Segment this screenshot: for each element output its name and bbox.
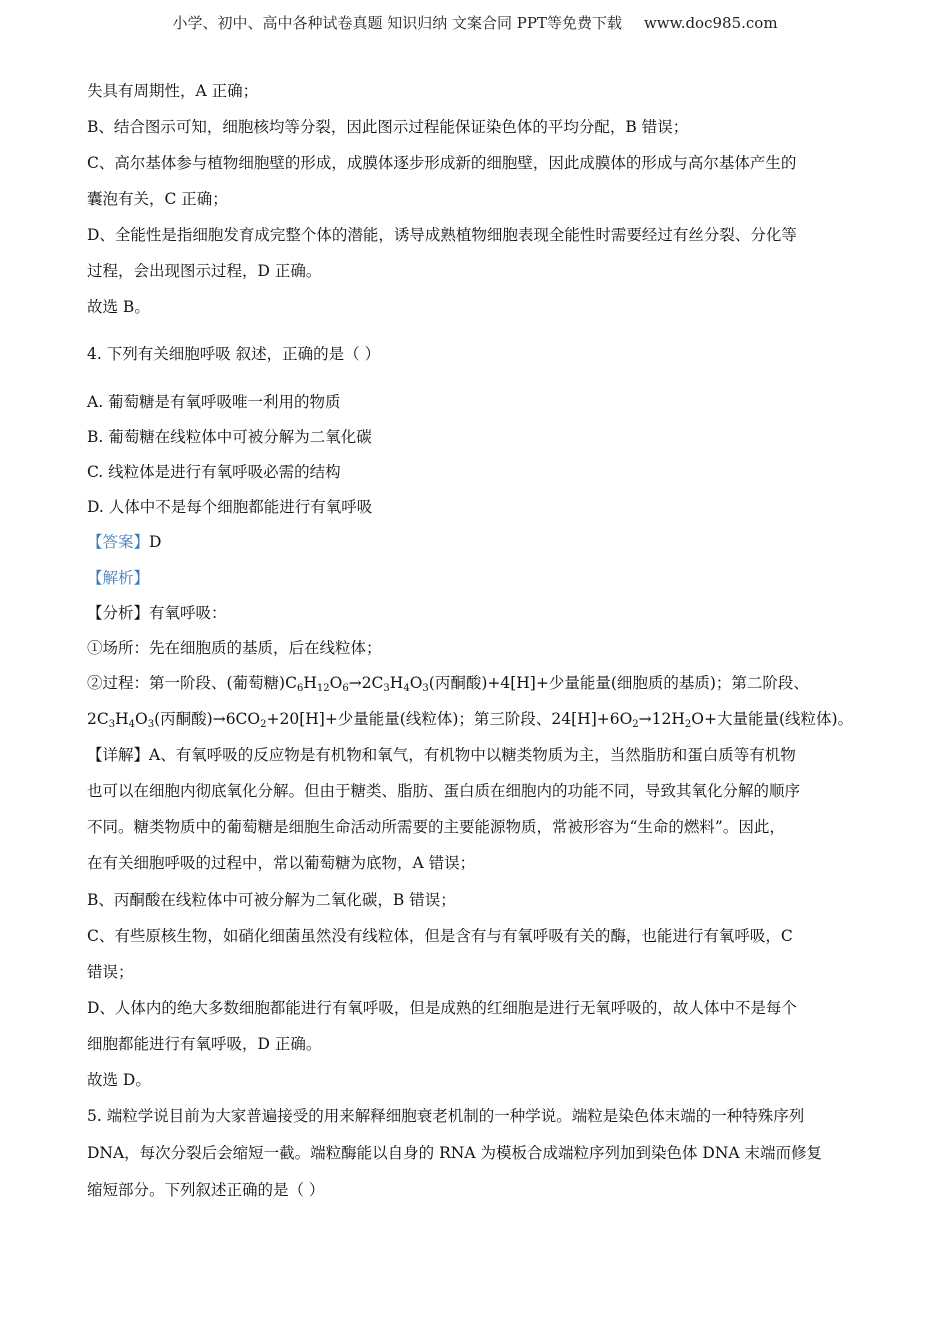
q4-analysis-heading — [87, 568, 149, 588]
q4-process-line-2: $2C_3H_4O_3$(丙酮酸)$\to 6CO_2+20[H]+$少量能量(线粒体)；第三阶段、$24[H]+6O_2\to 12H_2O+$大量能量(线粒体)。 — [87, 710, 854, 730]
q3-line-3: C、高尔基体参与植物细胞壁的形成，成膜体逐步形成新的细胞壁，因此成膜体的形成与高尔基体产生的 — [87, 154, 797, 172]
q4-detail-line-6: C、有些原核生物，如硝化细菌虽然没有线粒体，但是含有与有氧呼吸有关的酶，也能进行有氧呼吸，C — [87, 927, 793, 945]
q4-option-b: B. 葡萄糖在线粒体中可被分解为二氧化碳 — [87, 428, 372, 446]
q3-line-4: 囊泡有关，C 正确； — [87, 190, 228, 208]
header-text: 小学、初中、高中各种试卷真题 知识归纳 文案合同 PPT等免费下载 — [172, 14, 622, 32]
q4-option-c: C. 线粒体是进行有氧呼吸必需的结构 — [87, 463, 341, 481]
q3-conclusion: 故选 B。 — [87, 298, 150, 316]
analysis-tag: 【解析】 — [87, 569, 150, 587]
fenxi-text: 有氧呼吸： — [149, 604, 227, 622]
q3-line-6: 过程，会出现图示过程，D 正确。 — [87, 262, 322, 280]
q4-detail-line-4: 在有关细胞呼吸的过程中，常以葡萄糖为底物，A 错误； — [87, 854, 476, 872]
q4-detail-line-5: B、丙酮酸在线粒体中可被分解为二氧化碳，B 错误； — [87, 891, 456, 909]
q4-fenxi — [87, 603, 227, 623]
answer-value: D — [149, 533, 162, 551]
answer-tag: 【答案】 — [87, 533, 150, 551]
q4-option-a: A. 葡萄糖是有氧呼吸唯一利用的物质 — [87, 393, 341, 411]
header-site-link[interactable]: www.doc985.com — [643, 14, 778, 32]
q4-place: ①场所：先在细胞质的基质，后在线粒体； — [87, 639, 382, 657]
q4-detail-line-2: 也可以在细胞内彻底氧化分解。但由于糖类、脂肪、蛋白质在细胞内的功能不同，导致其氧化分解的顺序 — [87, 782, 801, 800]
q4-detail-line-9: 细胞都能进行有氧呼吸，D 正确。 — [87, 1035, 322, 1053]
q4-option-d: D. 人体中不是每个细胞都能进行有氧呼吸 — [87, 498, 373, 516]
q4-detail-line-1: 【详解】A、有氧呼吸的反应物是有机物和氧气，有机物中以糖类物质为主，当然脂肪和蛋白质等有机物 — [87, 746, 796, 764]
q4-answer — [87, 532, 161, 552]
q4-detail-line-7: 错误； — [87, 963, 134, 981]
q4-process-line-1: ②过程：第一阶段、(葡萄糖)$C_6H_{12}O_6\to 2C_3H_4O_3$(丙酮酸)+4[H]+少量能量(细胞质的基质)；第二阶段、 — [87, 674, 809, 694]
q5-line-3: 缩短部分。下列叙述正确的是（ ） — [87, 1181, 325, 1199]
q4-detail-line-8: D、人体内的绝大多数细胞都能进行有氧呼吸，但是成熟的红细胞是进行无氧呼吸的，故人体中不是每个 — [87, 999, 797, 1017]
q3-line-2: B、结合图示可知，细胞核均等分裂，因此图示过程能保证染色体的平均分配，B 错误； — [87, 118, 689, 136]
fenxi-tag: 【分析】 — [87, 604, 150, 622]
detail-tag: 【详解】 — [87, 746, 150, 764]
q5-line-2: DNA，每次分裂后会缩短一截。端粒酶能以自身的 RNA 为模板合成端粒序列加到染色体 DNA 末端而修复 — [87, 1144, 823, 1162]
q4-stem: 4. 下列有关细胞呼吸 叙述，正确的是（ ） — [87, 345, 381, 363]
page-header — [0, 12, 950, 33]
q4-conclusion: 故选 D。 — [87, 1071, 151, 1089]
q5-line-1: 5. 端粒学说目前为大家普遍接受的用来解释细胞衰老机制的一种学说。端粒是染色体末端的一种特殊序列 — [87, 1107, 805, 1125]
q3-line-1: 失具有周期性，A 正确； — [87, 82, 259, 100]
q4-detail-line-3: 不同。糖类物质中的葡萄糖是细胞生命活动所需要的主要能源物质，常被形容为“生命的燃料”。因此， — [87, 818, 785, 836]
q3-line-5: D、全能性是指细胞发育成完整个体的潜能，诱导成熟植物细胞表现全能性时需要经过有丝分裂、分化等 — [87, 226, 797, 244]
